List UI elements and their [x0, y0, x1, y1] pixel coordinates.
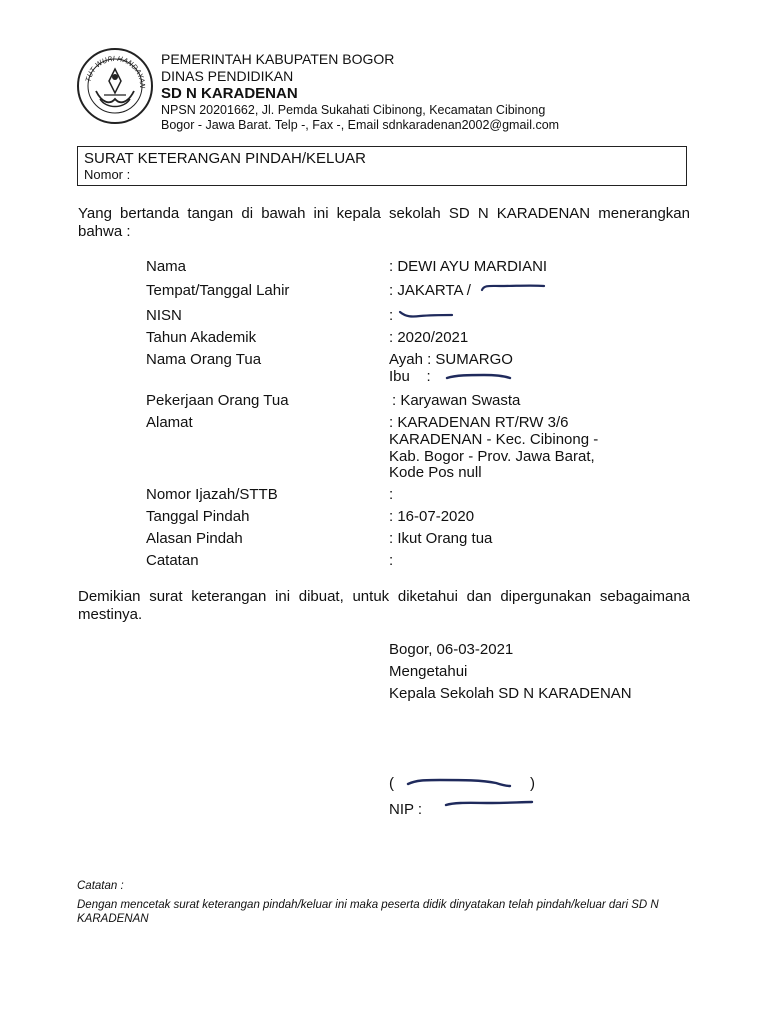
label-nisn: NISN [146, 307, 182, 324]
label-ttl: Tempat/Tanggal Lahir [146, 282, 290, 299]
value-ttl: : JAKARTA / [389, 282, 471, 299]
value-alamat-line3: Kab. Bogor - Prov. Jawa Barat, [389, 448, 595, 465]
value-tahun-akademik: : 2020/2021 [389, 329, 469, 346]
value-tanggal-pindah: : 16-07-2020 [389, 508, 475, 525]
school-address: NPSN 20201662, Jl. Pemda Sukahati Cibinong, Kecamatan Cibinong [161, 103, 546, 117]
label-tanggal-pindah: Tanggal Pindah [146, 508, 250, 525]
value-catatan: : [389, 552, 394, 569]
signature-mengetahui: Mengetahui [389, 663, 468, 680]
signature-paren-close: ) [530, 775, 535, 792]
value-nisn: : [389, 307, 394, 324]
label-alasan-pindah: Alasan Pindah [146, 530, 243, 547]
value-ijazah: : [389, 486, 394, 503]
label-alamat: Alamat [146, 414, 193, 431]
value-ayah: Ayah : SUMARGO [389, 351, 513, 368]
value-alamat-line1: : KARADENAN RT/RW 3/6 [389, 414, 569, 431]
value-ibu: Ibu : [389, 368, 431, 385]
value-alasan-pindah: : Ikut Orang tua [389, 530, 493, 547]
svg-text:TUT WURI HANDAYANI: TUT WURI HANDAYAN [84, 54, 147, 89]
label-tahun-akademik: Tahun Akademik [146, 329, 257, 346]
department-name: DINAS PENDIDIKAN [161, 68, 294, 84]
signature-position: Kepala Sekolah SD N KARADENAN [389, 685, 632, 702]
signature-paren-open: ( [389, 775, 394, 792]
intro-paragraph: Yang bertanda tangan di bawah ini kepala sekolah SD N KARADENAN menerangkan bahwa : [78, 205, 690, 240]
signature-nip: NIP : [389, 801, 423, 818]
redaction-mark-ibu [444, 370, 516, 384]
tut-wuri-handayani-logo [76, 47, 154, 125]
school-contact: Bogor - Jawa Barat. Telp -, Fax -, Email sdnkaradenan2002@gmail.com [161, 118, 560, 132]
redaction-mark-birthdate [480, 282, 550, 296]
document-title: SURAT KETERANGAN PINDAH/KELUAR [84, 150, 367, 167]
redaction-mark-nip [442, 798, 538, 812]
document-number: Nomor : [84, 167, 131, 182]
school-name: SD N KARADENAN [161, 85, 298, 102]
redaction-mark-nisn [398, 308, 458, 322]
footer-note-text: Dengan mencetak surat keterangan pindah/keluar ini maka peserta didik dinyatakan telah pindah/keluar dari SD N KARADENAN [77, 899, 659, 925]
value-nama: : DEWI AYU MARDIANI [389, 258, 548, 275]
value-alamat-line2: KARADENAN - Kec. Cibinong - [389, 431, 599, 448]
label-pekerjaan: Pekerjaan Orang Tua [146, 392, 289, 409]
value-alamat-line4: Kode Pos null [389, 464, 482, 481]
footer-note-label: Catatan : [77, 880, 124, 892]
closing-paragraph: Demikian surat keterangan ini dibuat, untuk diketahui dan dipergunakan sebagaimana mestinya. [78, 588, 690, 623]
label-nama-orang-tua: Nama Orang Tua [146, 351, 262, 368]
document-title-box [77, 146, 687, 186]
label-ijazah: Nomor Ijazah/STTB [146, 486, 278, 503]
government-name: PEMERINTAH KABUPATEN BOGOR [161, 51, 395, 67]
label-nama: Nama [146, 258, 187, 275]
redaction-mark-signer-name [404, 776, 516, 792]
label-catatan: Catatan [146, 552, 199, 569]
signature-place-date: Bogor, 06-03-2021 [389, 641, 514, 658]
value-pekerjaan: : Karyawan Swasta [392, 392, 521, 409]
